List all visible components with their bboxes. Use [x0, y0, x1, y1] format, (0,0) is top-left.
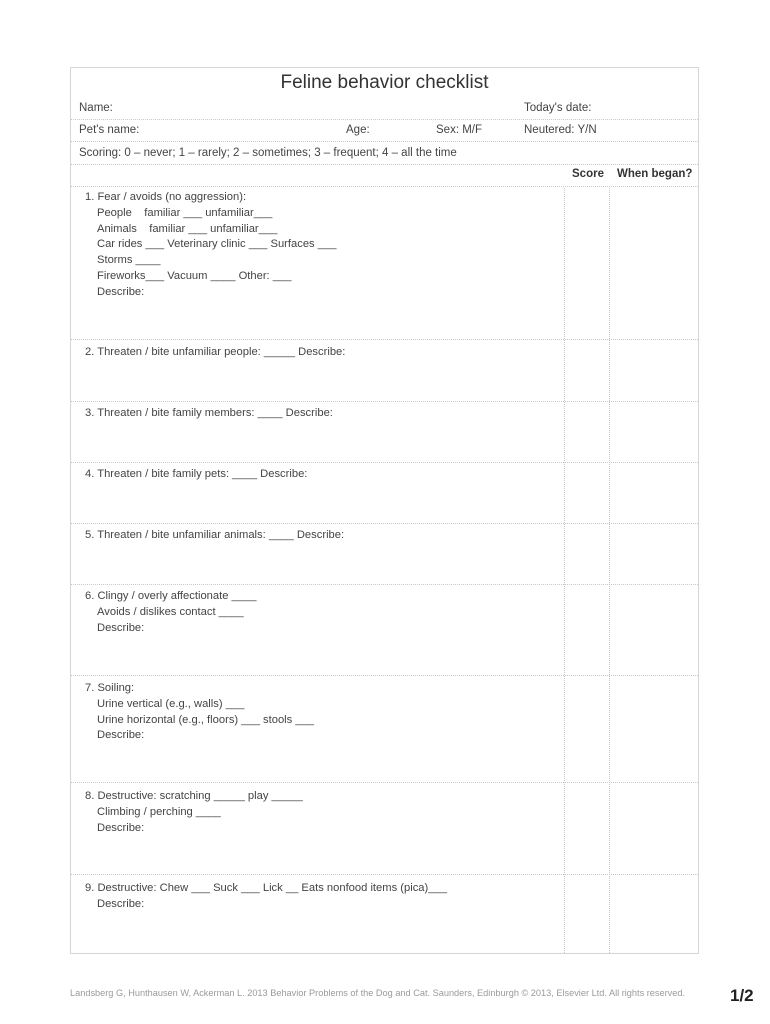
todays-date-label: Today's date: [524, 102, 592, 114]
checklist-item [85, 190, 336, 301]
page-number: 1/2 [730, 986, 754, 1005]
age-label: Age: [346, 124, 370, 136]
item-line: Climbing / perching ____ [97, 805, 221, 818]
checklist-item [85, 681, 314, 744]
pets-name-label: Pet's name: [79, 124, 140, 136]
item-line: Describe: [97, 285, 145, 298]
score-column-header: Score [572, 168, 604, 180]
item-line: 6. Clingy / overly affectionate ____ [85, 590, 257, 602]
item-line: 1. Fear / avoids (no aggression): [85, 191, 247, 203]
checklist-item [85, 789, 303, 836]
item-divider [71, 523, 698, 524]
name-label: Name: [79, 102, 113, 114]
when-began-column-divider [609, 188, 610, 953]
item-line: Storms ____ [97, 254, 161, 267]
divider [71, 186, 698, 187]
checklist-item [85, 528, 344, 544]
checklist-item [85, 589, 256, 636]
item-line: 8. Destructive: scratching _____ play _____ [85, 790, 303, 802]
divider [71, 141, 698, 142]
item-line: 4. Threaten / bite family pets: ____ Describe: [85, 468, 308, 480]
item-divider [71, 584, 698, 585]
copyright-footer: Landsberg G, Hunthausen W, Ackerman L. 2013 Behavior Problems of the Dog and Cat. Saunders, Edinburgh © 2013, Elsevier Ltd. All rights reserved. [70, 988, 686, 998]
item-line: Car rides ___ Veterinary clinic ___ Surfaces ___ [97, 238, 337, 251]
item-divider [71, 401, 698, 402]
item-line: Fireworks___ Vacuum ____ Other: ___ [97, 269, 292, 282]
checklist-form [70, 67, 699, 954]
checklist-item [85, 467, 307, 483]
when-began-column-header: When began? [617, 168, 693, 180]
item-divider [71, 874, 698, 875]
page-title: Feline behavior checklist [280, 72, 489, 93]
item-line: Describe: [97, 821, 145, 834]
item-line: Animals familiar ___ unfamiliar___ [97, 222, 278, 235]
item-line: 3. Threaten / bite family members: ____ Describe: [85, 407, 333, 419]
item-divider [71, 339, 698, 340]
item-line: Urine horizontal (e.g., floors) ___ stools ___ [97, 713, 315, 726]
neutered-label: Neutered: Y/N [524, 124, 597, 136]
item-line: 9. Destructive: Chew ___ Suck ___ Lick __ Eats nonfood items (pica)___ [85, 882, 447, 894]
scoring-legend: Scoring: 0 – never; 1 – rarely; 2 – sometimes; 3 – frequent; 4 – all the time [79, 147, 457, 159]
item-line: Urine vertical (e.g., walls) ___ [97, 697, 245, 710]
sex-label: Sex: M/F [436, 124, 483, 136]
item-line: Describe: [97, 729, 145, 742]
item-line: 5. Threaten / bite unfamiliar animals: ____ Describe: [85, 529, 345, 541]
item-line: Avoids / dislikes contact ____ [97, 605, 244, 618]
item-divider [71, 462, 698, 463]
item-line: People familiar ___ unfamiliar___ [97, 206, 273, 219]
score-column-divider [564, 188, 565, 953]
item-divider [71, 782, 698, 783]
checklist-item [85, 881, 447, 913]
divider [71, 119, 698, 120]
item-line: 7. Soiling: [85, 682, 135, 694]
checklist-item [85, 406, 333, 422]
divider [71, 164, 698, 165]
item-line: Describe: [97, 621, 145, 634]
item-line: 2. Threaten / bite unfamiliar people: _____ Describe: [85, 346, 346, 358]
checklist-item [85, 345, 345, 361]
item-line: Describe: [97, 897, 145, 910]
item-divider [71, 675, 698, 676]
